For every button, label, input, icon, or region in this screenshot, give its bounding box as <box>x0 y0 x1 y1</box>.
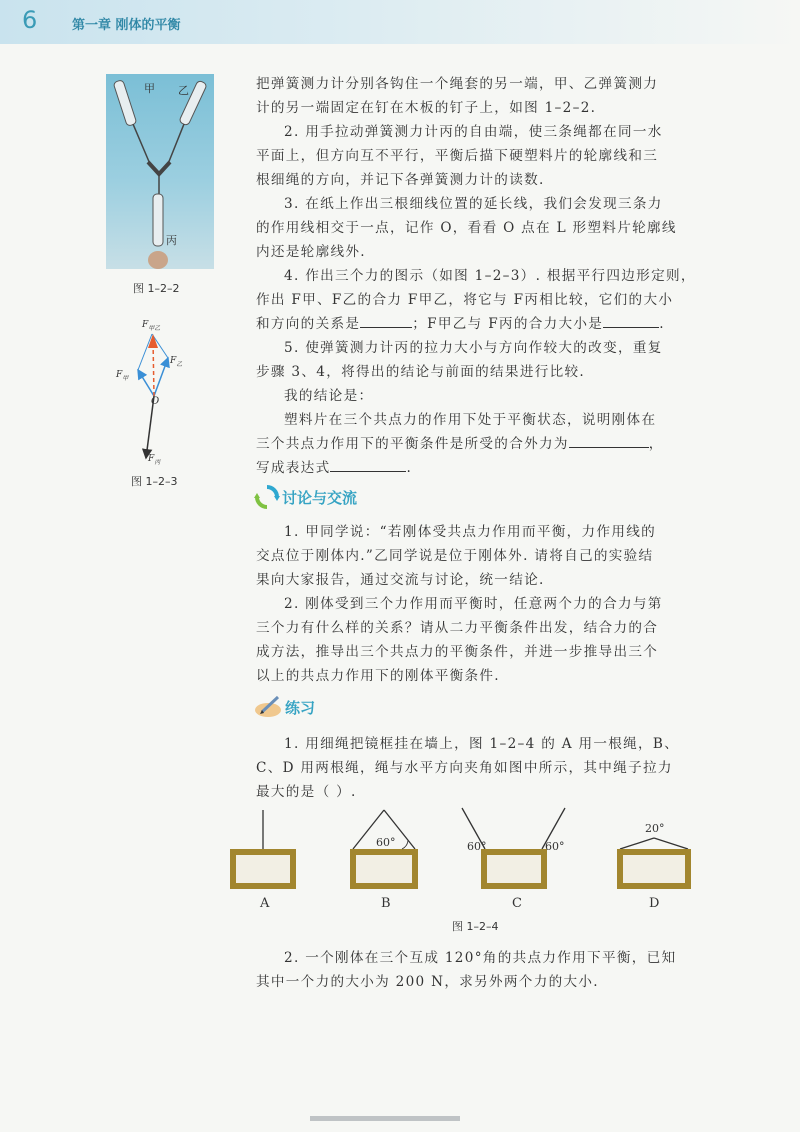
body-line: 步骤 3、4，将得出的结论与前面的结果进行比较. <box>256 364 586 380</box>
frame-label-c: C <box>512 896 522 911</box>
practice-line: 2. 一个刚体在三个互成 120°角的共点力作用下平衡，已知 <box>284 950 677 966</box>
answer-blank[interactable] <box>330 457 406 472</box>
frame-d <box>617 838 691 889</box>
discussion-line: 成方法，推导出三个共点力的平衡条件，并进一步推导出三个 <box>256 644 659 660</box>
figure-1-2-3-force-diagram <box>112 318 202 468</box>
practice-pencil-icon <box>254 694 282 718</box>
caption-fig-1-2-3: 图 1–2–3 <box>131 475 178 488</box>
label-o: O <box>151 396 160 407</box>
figure-1-2-2-photo <box>106 74 214 269</box>
body-line-with-blank: 三个共点力作用下的平衡条件是所受的合外力为 ， <box>256 432 664 456</box>
frame-label-d: D <box>649 896 660 911</box>
practice-line: 其中一个力的大小为 200 N，求另外两个力的大小. <box>256 974 599 990</box>
discussion-section-title: 讨论与交流 <box>282 489 358 507</box>
body-line: 塑料片在三个共点力的作用下处于平衡状态，说明刚体在 <box>284 412 657 428</box>
body-line: 4. 作出三个力的图示（如图 1–2–3）. 根据平行四边形定则， <box>284 268 696 284</box>
body-line-with-blank: 写成表达式 . <box>256 456 412 480</box>
discussion-icon <box>254 484 280 510</box>
label-f-yi: $F_乙$ <box>170 356 183 368</box>
force-vectors <box>112 318 202 468</box>
body-line: 5. 使弹簧测力计丙的拉力大小与方向作较大的改变，重复 <box>284 340 663 356</box>
discussion-line: 1. 甲同学说：“若刚体受共点力作用而平衡，力作用线的 <box>284 524 656 540</box>
body-line: 平面上，但方向互不平行，平衡后描下硬塑料片的轮廓线和三 <box>256 148 659 164</box>
discussion-line: 果向大家报告，通过交流与讨论，统一结论. <box>256 572 545 588</box>
answer-blank[interactable] <box>603 313 659 328</box>
label-yi: 乙 <box>178 84 189 97</box>
practice-line: 1. 用细绳把镜框挂在墙上，图 1–2–4 的 A 用一根绳，B、 <box>284 736 680 752</box>
practice-line: 最大的是（ ）. <box>256 784 357 800</box>
discussion-line: 交点位于刚体内.”乙同学说是位于刚体外. 请将自己的实验结 <box>256 548 654 564</box>
body-line: 内还是轮廓线外. <box>256 244 366 260</box>
body-line: 作出 F甲、F乙的合力 F甲乙，将它与 F丙相比较，它们的大小 <box>256 292 674 308</box>
label-bing: 丙 <box>166 234 177 247</box>
body-line: 2. 用手拉动弹簧测力计丙的自由端，使三条绳都在同一水 <box>284 124 663 140</box>
angle-label-d: 20° <box>645 822 665 835</box>
frame-label-b: B <box>381 896 391 911</box>
angle-label-c-left: 60° <box>467 840 487 853</box>
body-line: 我的结论是： <box>284 388 374 404</box>
label-jia: 甲 <box>144 82 155 95</box>
practice-line: C、D 用两根绳，绳与水平方向夹角如图中所示，其中绳子拉力 <box>256 760 673 776</box>
answer-blank[interactable] <box>360 313 412 328</box>
plastic-piece <box>148 162 170 174</box>
frame-a <box>230 810 296 889</box>
figure-1-2-4-frames <box>226 804 706 900</box>
label-f-bing: $F_丙$ <box>148 454 161 466</box>
body-line: 的作用线相交于一点，记作 O，看看 O 点在 L 形塑料片轮廓线 <box>256 220 677 236</box>
label-f-jiayi: $F_{甲乙}$ <box>142 320 161 332</box>
practice-section-title: 练习 <box>285 699 316 717</box>
angle-label-c-right: 60° <box>545 840 565 853</box>
discussion-line: 以上的共点力作用下的刚体平衡条件. <box>256 668 500 684</box>
frame-b <box>350 810 418 889</box>
body-line: 计的另一端固定在钉在木板的钉子上，如图 1–2–2. <box>256 100 597 116</box>
answer-blank[interactable] <box>569 433 649 448</box>
page-number: 6 <box>22 6 38 34</box>
label-f-jia: $F_甲$ <box>116 370 129 382</box>
angle-label-b: 60° <box>376 836 396 849</box>
body-line: 把弹簧测力计分别各钩住一个绳套的另一端，甲、乙弹簧测力 <box>256 76 659 92</box>
body-line: 3. 在纸上作出三根细线位置的延长线，我们会发现三条力 <box>284 196 663 212</box>
spring-scale-bing <box>148 194 168 269</box>
discussion-line: 2. 刚体受到三个力作用而平衡时，任意两个力的合力与第 <box>284 596 663 612</box>
frame-label-a: A <box>260 896 270 911</box>
caption-fig-1-2-2: 图 1–2–2 <box>133 282 180 295</box>
body-line: 根细绳的方向，并记下各弹簧测力计的读数. <box>256 172 545 188</box>
discussion-line: 三个力有什么样的关系？请从二力平衡条件出发，结合力的合 <box>256 620 659 636</box>
body-line-with-blanks: 和方向的关系是 ；F甲乙与 F丙的合力大小是 . <box>256 312 665 336</box>
spring-scale-illustration <box>106 74 214 269</box>
page-footer-bar <box>310 1116 460 1121</box>
chapter-title: 第一章 刚体的平衡 <box>72 18 181 33</box>
page-header <box>0 0 800 44</box>
caption-fig-1-2-4: 图 1–2–4 <box>452 920 499 933</box>
